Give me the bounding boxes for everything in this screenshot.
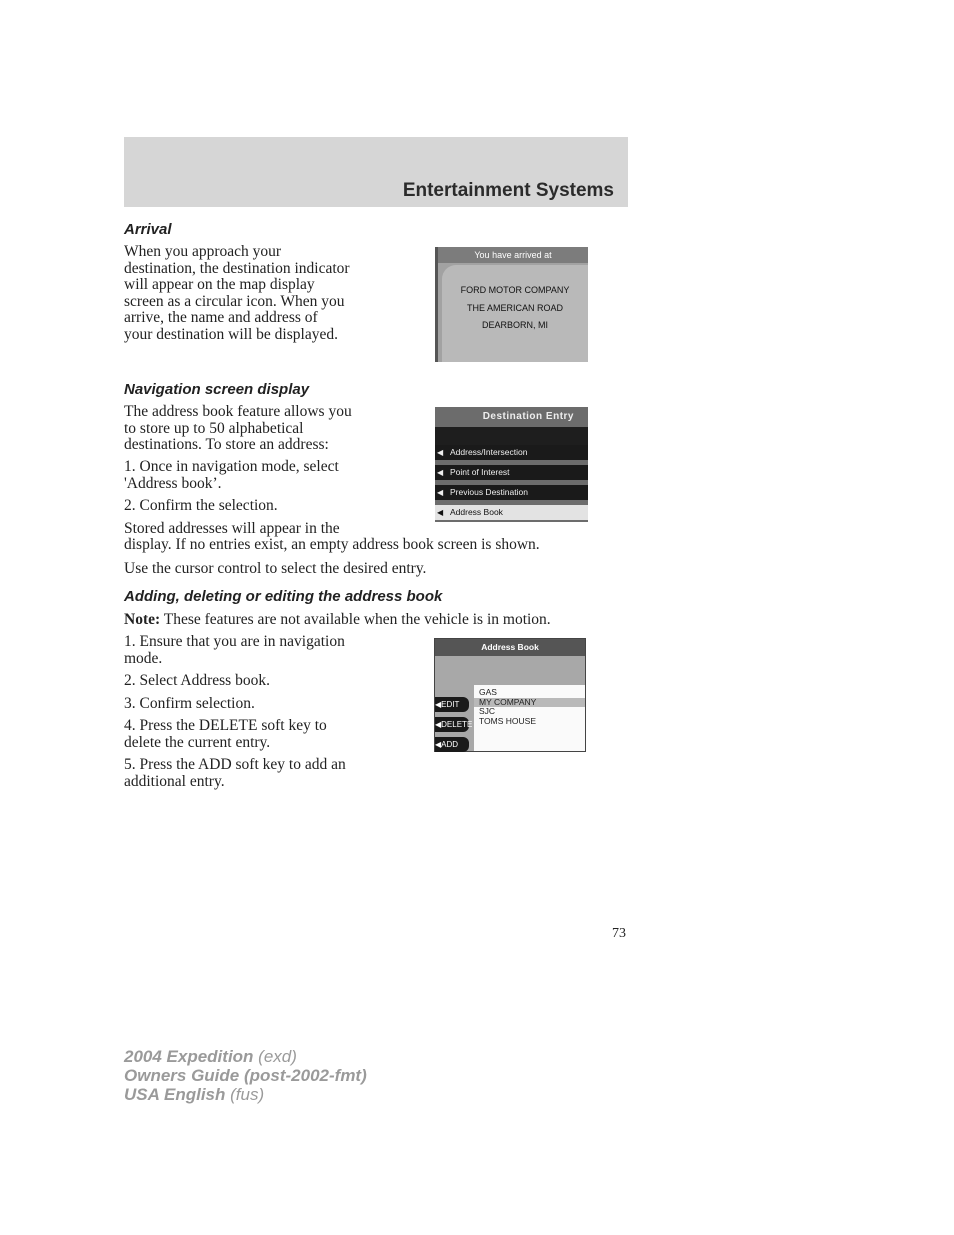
soft-key-label: DELETE — [441, 720, 473, 729]
address-book-title: Address Book — [435, 639, 585, 656]
text-line: When you approach your — [124, 243, 282, 260]
text-line: 4. Press the DELETE soft key to — [124, 717, 327, 734]
menu-item-previous-destination — [435, 485, 588, 502]
text-line: 'Address book’. — [124, 474, 222, 492]
section-title: Entertainment Systems — [402, 180, 614, 201]
nav-paragraph — [124, 404, 352, 454]
left-arrow-icon: ◀ — [435, 720, 442, 729]
nav-step-2: 2. Confirm the selection. — [124, 497, 278, 514]
arrival-screen-image — [435, 247, 588, 362]
text-line: 1. Once in navigation mode, select — [124, 458, 339, 475]
arrival-address-line: DEARBORN, MI — [481, 320, 548, 330]
note-text: These features are not available when the vehicle is in motion. — [160, 611, 551, 628]
footer-language-code: (fus) — [225, 1085, 265, 1104]
left-arrow-icon: ◀ — [437, 448, 444, 457]
menu-item-label: Previous Destination — [450, 487, 528, 497]
text-line: 1. Ensure that you are in navigation — [124, 633, 345, 650]
nav-paragraph-3: Use the cursor control to select the desired entry. — [124, 560, 427, 577]
menu-item-label: Address/Intersection — [450, 447, 528, 457]
text-line: mode. — [124, 649, 163, 667]
adding-step-2: 2. Select Address book. — [124, 672, 270, 689]
add-soft-key — [435, 737, 469, 752]
footer — [124, 1047, 367, 1104]
nav-heading: Navigation screen display — [124, 381, 310, 398]
address-book-screen-image — [434, 638, 586, 752]
nav-paragraph-2b: display. If no entries exist, an empty address book screen is shown. — [124, 536, 540, 553]
soft-key-label: EDIT — [441, 700, 460, 709]
text-line: destinations. To store an address: — [124, 436, 329, 453]
menu-item-point-of-interest — [435, 465, 588, 482]
left-arrow-icon: ◀ — [435, 740, 442, 749]
left-arrow-icon: ◀ — [437, 488, 444, 497]
text-line: will appear on the map display — [124, 276, 315, 293]
adding-step-4 — [124, 718, 327, 751]
adding-step-1 — [124, 634, 345, 667]
arrival-screen-bar: You have arrived at — [438, 247, 588, 263]
page-number: 73 — [612, 926, 626, 941]
footer-model-code: (exd) — [253, 1047, 297, 1066]
header-band — [124, 137, 628, 207]
delete-soft-key — [435, 717, 473, 732]
arrival-paragraph — [124, 244, 350, 343]
address-entry: TOMS HOUSE — [479, 716, 536, 726]
note-label: Note: — [124, 611, 161, 628]
adding-step-5 — [124, 757, 346, 790]
soft-key-label: ADD — [441, 740, 459, 749]
edit-soft-key — [435, 697, 469, 712]
left-arrow-icon: ◀ — [437, 508, 444, 517]
footer-guide: Owners Guide (post-2002-fmt) — [124, 1066, 367, 1085]
text-line: screen as a circular icon. When you — [124, 292, 345, 310]
menu-item-address-book — [435, 505, 588, 522]
arrival-address-line: FORD MOTOR COMPANY — [460, 285, 570, 295]
address-entry: SJC — [479, 706, 496, 716]
arrival-address-line: THE AMERICAN ROAD — [466, 303, 563, 313]
menu-item-address-intersection — [435, 445, 588, 462]
nav-step-1 — [124, 459, 339, 492]
destination-entry-screen-image — [435, 407, 588, 522]
arrival-heading: Arrival — [124, 221, 172, 238]
left-arrow-icon: ◀ — [435, 700, 442, 709]
note-paragraph — [124, 612, 551, 629]
address-entry-selected: MY COMPANY — [474, 698, 585, 707]
arrival-screen-panel — [442, 265, 588, 362]
text-line: additional entry. — [124, 772, 225, 790]
text-line: 5. Press the ADD soft key to add an — [124, 756, 346, 773]
footer-model: 2004 Expedition — [124, 1047, 254, 1066]
nav-paragraph-2a: Stored addresses will appear in the — [124, 520, 340, 537]
text-line: arrive, the name and address of — [124, 309, 318, 326]
menu-item-label: Point of Interest — [450, 467, 510, 477]
footer-language: USA English — [124, 1085, 226, 1104]
menu-item-label: Address Book — [450, 507, 503, 517]
adding-heading: Adding, deleting or editing the address book — [124, 588, 443, 605]
text-line: destination, the destination indicator — [124, 259, 350, 277]
adding-step-3: 3. Confirm selection. — [124, 695, 255, 712]
text-line: delete the current entry. — [124, 733, 271, 751]
text-line: to store up to 50 alphabetical — [124, 419, 304, 437]
address-entry: GAS — [479, 687, 497, 697]
destination-entry-title: Destination Entry — [482, 411, 574, 422]
text-line: your destination will be displayed. — [124, 325, 338, 343]
text-line: The address book feature allows you — [124, 403, 352, 420]
address-book-list — [474, 685, 585, 751]
left-arrow-icon: ◀ — [437, 468, 444, 477]
